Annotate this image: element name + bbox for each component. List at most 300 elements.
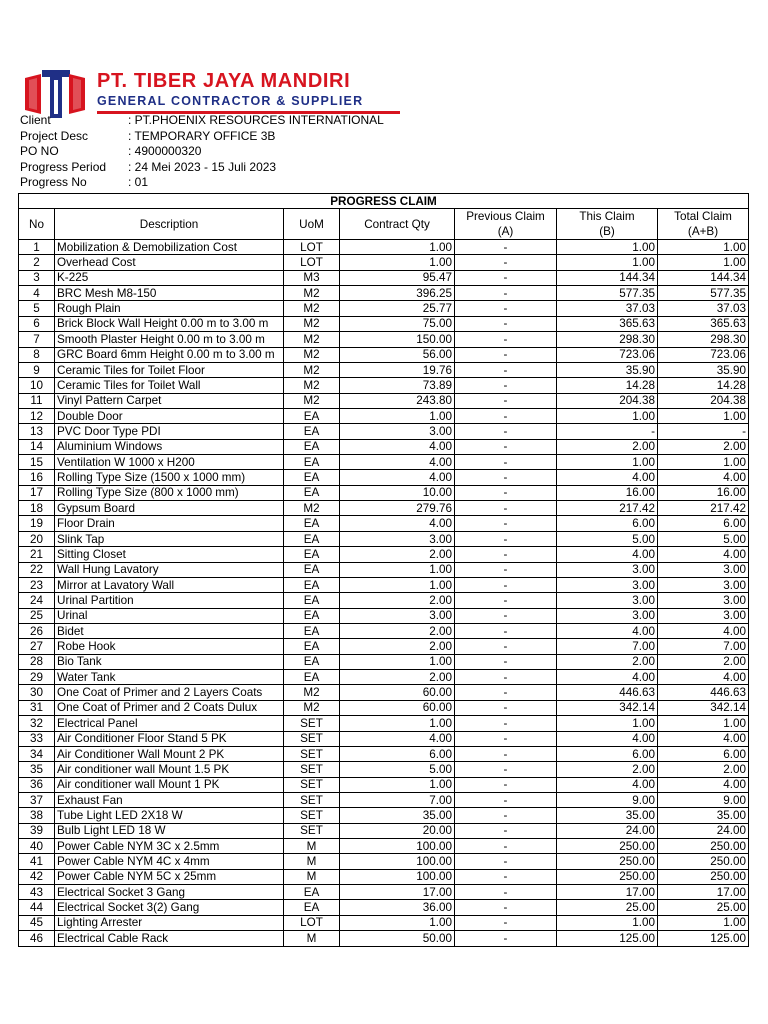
cell-contract-qty: 6.00 <box>340 746 455 761</box>
cell-this-claim: 1.00 <box>557 915 658 930</box>
table-row <box>19 485 749 500</box>
cell-previous-claim: - <box>455 378 557 393</box>
cell-no: 18 <box>19 501 55 516</box>
cell-description: Floor Drain <box>55 516 284 531</box>
cell-total-claim: 4.00 <box>658 623 749 638</box>
cell-this-claim: 5.00 <box>557 531 658 546</box>
table-row <box>19 623 749 638</box>
cell-uom: SET <box>284 731 340 746</box>
cell-uom: EA <box>284 670 340 685</box>
table-row <box>19 762 749 777</box>
cell-contract-qty: 73.89 <box>340 378 455 393</box>
cell-description: Tube Light LED 2X18 W <box>55 808 284 823</box>
cell-description: Electrical Socket 3(2) Gang <box>55 900 284 915</box>
cell-total-claim: 298.30 <box>658 332 749 347</box>
cell-this-claim: 446.63 <box>557 685 658 700</box>
col-header-contract-qty: Contract Qty <box>340 209 455 240</box>
cell-this-claim: 35.00 <box>557 808 658 823</box>
cell-previous-claim: - <box>455 531 557 546</box>
cell-contract-qty: 75.00 <box>340 316 455 331</box>
cell-uom: EA <box>284 639 340 654</box>
info-row-progress-period <box>20 160 384 176</box>
cell-uom: M2 <box>284 378 340 393</box>
cell-no: 13 <box>19 424 55 439</box>
cell-contract-qty: 60.00 <box>340 700 455 715</box>
cell-no: 7 <box>19 332 55 347</box>
cell-uom: EA <box>284 593 340 608</box>
cell-no: 28 <box>19 654 55 669</box>
table-row <box>19 362 749 377</box>
cell-contract-qty: 396.25 <box>340 286 455 301</box>
cell-previous-claim: - <box>455 792 557 807</box>
cell-description: Rolling Type Size (1500 x 1000 mm) <box>55 470 284 485</box>
info-value: : PT.PHOENIX RESOURCES INTERNATIONAL <box>128 113 384 129</box>
cell-no: 39 <box>19 823 55 838</box>
company-name: PT. TIBER JAYA MANDIRI <box>97 70 351 92</box>
cell-no: 5 <box>19 301 55 316</box>
table-row <box>19 378 749 393</box>
cell-no: 43 <box>19 885 55 900</box>
cell-no: 24 <box>19 593 55 608</box>
cell-this-claim: 4.00 <box>557 777 658 792</box>
info-label: Progress No <box>20 175 87 189</box>
cell-description: Robe Hook <box>55 639 284 654</box>
cell-no: 35 <box>19 762 55 777</box>
table-row <box>19 547 749 562</box>
table-row <box>19 639 749 654</box>
cell-total-claim: 365.63 <box>658 316 749 331</box>
cell-contract-qty: 50.00 <box>340 931 455 946</box>
cell-uom: EA <box>284 516 340 531</box>
table-row <box>19 593 749 608</box>
cell-uom: M <box>284 854 340 869</box>
cell-this-claim: 7.00 <box>557 639 658 654</box>
table-row <box>19 240 749 255</box>
cell-contract-qty: 100.00 <box>340 854 455 869</box>
cell-contract-qty: 1.00 <box>340 408 455 423</box>
cell-this-claim: 3.00 <box>557 593 658 608</box>
company-subtitle: GENERAL CONTRACTOR & SUPPLIER <box>97 94 364 108</box>
cell-this-claim: 1.00 <box>557 716 658 731</box>
cell-this-claim: 250.00 <box>557 869 658 884</box>
cell-contract-qty: 1.00 <box>340 915 455 930</box>
cell-total-claim: 5.00 <box>658 531 749 546</box>
cell-this-claim: 365.63 <box>557 316 658 331</box>
cell-description: Electrical Cable Rack <box>55 931 284 946</box>
cell-previous-claim: - <box>455 316 557 331</box>
cell-previous-claim: - <box>455 685 557 700</box>
cell-previous-claim: - <box>455 885 557 900</box>
cell-contract-qty: 1.00 <box>340 777 455 792</box>
cell-no: 10 <box>19 378 55 393</box>
cell-contract-qty: 1.00 <box>340 654 455 669</box>
cell-no: 34 <box>19 746 55 761</box>
cell-contract-qty: 7.00 <box>340 792 455 807</box>
cell-contract-qty: 2.00 <box>340 670 455 685</box>
cell-uom: SET <box>284 823 340 838</box>
table-row <box>19 332 749 347</box>
cell-this-claim: 25.00 <box>557 900 658 915</box>
cell-no: 37 <box>19 792 55 807</box>
cell-total-claim: 7.00 <box>658 639 749 654</box>
cell-previous-claim: - <box>455 547 557 562</box>
cell-previous-claim: - <box>455 731 557 746</box>
cell-contract-qty: 3.00 <box>340 531 455 546</box>
info-value: : 01 <box>128 175 148 191</box>
cell-total-claim: 250.00 <box>658 854 749 869</box>
cell-no: 33 <box>19 731 55 746</box>
cell-total-claim: 35.00 <box>658 808 749 823</box>
cell-uom: M2 <box>284 501 340 516</box>
previous-claim-label: Previous Claim <box>466 210 545 223</box>
cell-total-claim: 1.00 <box>658 240 749 255</box>
cell-contract-qty: 25.77 <box>340 301 455 316</box>
cell-no: 1 <box>19 240 55 255</box>
cell-total-claim: 4.00 <box>658 731 749 746</box>
table-row <box>19 270 749 285</box>
cell-total-claim: 3.00 <box>658 593 749 608</box>
cell-total-claim: 446.63 <box>658 685 749 700</box>
cell-this-claim: 1.00 <box>557 408 658 423</box>
cell-uom: SET <box>284 746 340 761</box>
cell-previous-claim: - <box>455 777 557 792</box>
col-header-uom: UoM <box>284 209 340 240</box>
cell-total-claim: 3.00 <box>658 562 749 577</box>
cell-previous-claim: - <box>455 562 557 577</box>
cell-total-claim: 9.00 <box>658 792 749 807</box>
cell-previous-claim: - <box>455 869 557 884</box>
cell-total-claim: 204.38 <box>658 393 749 408</box>
table-row <box>19 915 749 930</box>
cell-previous-claim: - <box>455 716 557 731</box>
cell-uom: EA <box>284 455 340 470</box>
table-row <box>19 854 749 869</box>
cell-previous-claim: - <box>455 270 557 285</box>
cell-description: Air conditioner wall Mount 1 PK <box>55 777 284 792</box>
cell-previous-claim: - <box>455 746 557 761</box>
cell-this-claim: 125.00 <box>557 931 658 946</box>
cell-contract-qty: 3.00 <box>340 608 455 623</box>
cell-total-claim: 2.00 <box>658 654 749 669</box>
cell-total-claim: 217.42 <box>658 501 749 516</box>
cell-no: 16 <box>19 470 55 485</box>
cell-contract-qty: 2.00 <box>340 547 455 562</box>
cell-uom: M2 <box>284 347 340 362</box>
cell-previous-claim: - <box>455 623 557 638</box>
cell-total-claim: 4.00 <box>658 670 749 685</box>
cell-contract-qty: 4.00 <box>340 455 455 470</box>
cell-no: 23 <box>19 577 55 592</box>
cell-total-claim: 6.00 <box>658 746 749 761</box>
cell-this-claim: 723.06 <box>557 347 658 362</box>
cell-description: Exhaust Fan <box>55 792 284 807</box>
cell-total-claim: - <box>658 424 749 439</box>
cell-this-claim: 4.00 <box>557 547 658 562</box>
cell-this-claim: 3.00 <box>557 562 658 577</box>
cell-total-claim: 723.06 <box>658 347 749 362</box>
cell-contract-qty: 4.00 <box>340 516 455 531</box>
cell-previous-claim: - <box>455 639 557 654</box>
cell-total-claim: 16.00 <box>658 485 749 500</box>
cell-this-claim: 3.00 <box>557 608 658 623</box>
table-row <box>19 301 749 316</box>
info-value: : 24 Mei 2023 - 15 Juli 2023 <box>128 160 276 176</box>
table-row <box>19 393 749 408</box>
cell-contract-qty: 100.00 <box>340 839 455 854</box>
cell-no: 38 <box>19 808 55 823</box>
info-label: Project Desc <box>20 128 89 143</box>
cell-total-claim: 1.00 <box>658 455 749 470</box>
cell-uom: EA <box>284 424 340 439</box>
cell-uom: EA <box>284 623 340 638</box>
cell-this-claim: 9.00 <box>557 792 658 807</box>
cell-this-claim: 1.00 <box>557 240 658 255</box>
info-row-project-desc <box>20 129 384 145</box>
cell-contract-qty: 4.00 <box>340 470 455 485</box>
cell-total-claim: 25.00 <box>658 900 749 915</box>
cell-no: 41 <box>19 854 55 869</box>
info-label: PO NO <box>20 144 59 158</box>
cell-description: One Coat of Primer and 2 Coats Dulux <box>55 700 284 715</box>
cell-total-claim: 250.00 <box>658 839 749 854</box>
table-row <box>19 931 749 946</box>
cell-description: Vinyl Pattern Carpet <box>55 393 284 408</box>
cell-description: One Coat of Primer and 2 Layers Coats <box>55 685 284 700</box>
cell-total-claim: 2.00 <box>658 762 749 777</box>
cell-total-claim: 17.00 <box>658 885 749 900</box>
cell-contract-qty: 243.80 <box>340 393 455 408</box>
cell-previous-claim: - <box>455 915 557 930</box>
cell-description: Air Conditioner Wall Mount 2 PK <box>55 746 284 761</box>
col-header-previous-claim <box>455 209 557 240</box>
cell-uom: EA <box>284 562 340 577</box>
cell-no: 42 <box>19 869 55 884</box>
cell-this-claim: 1.00 <box>557 255 658 270</box>
cell-description: Mirror at Lavatory Wall <box>55 577 284 592</box>
table-row <box>19 577 749 592</box>
table-row <box>19 685 749 700</box>
table-title: PROGRESS CLAIM <box>19 194 749 209</box>
cell-description: Power Cable NYM 4C x 4mm <box>55 854 284 869</box>
info-label: Client <box>20 113 51 127</box>
cell-description: Rolling Type Size (800 x 1000 mm) <box>55 485 284 500</box>
cell-description: Sitting Closet <box>55 547 284 562</box>
cell-this-claim: 2.00 <box>557 762 658 777</box>
cell-this-claim: 16.00 <box>557 485 658 500</box>
previous-claim-sub: (A) <box>497 225 514 238</box>
cell-contract-qty: 95.47 <box>340 270 455 285</box>
table-row <box>19 424 749 439</box>
cell-description: Electrical Panel <box>55 716 284 731</box>
cell-description: Lighting Arrester <box>55 915 284 930</box>
cell-no: 21 <box>19 547 55 562</box>
table-row <box>19 286 749 301</box>
cell-contract-qty: 279.76 <box>340 501 455 516</box>
cell-total-claim: 4.00 <box>658 470 749 485</box>
cell-no: 4 <box>19 286 55 301</box>
cell-total-claim: 4.00 <box>658 777 749 792</box>
cell-uom: M2 <box>284 362 340 377</box>
table-body <box>19 240 749 947</box>
cell-previous-claim: - <box>455 854 557 869</box>
cell-contract-qty: 100.00 <box>340 869 455 884</box>
cell-contract-qty: 56.00 <box>340 347 455 362</box>
cell-uom: EA <box>284 547 340 562</box>
cell-no: 15 <box>19 455 55 470</box>
cell-contract-qty: 20.00 <box>340 823 455 838</box>
cell-previous-claim: - <box>455 808 557 823</box>
cell-no: 32 <box>19 716 55 731</box>
info-row-progress-no <box>20 175 384 191</box>
this-claim-sub: (B) <box>599 225 615 238</box>
cell-this-claim: 35.90 <box>557 362 658 377</box>
cell-previous-claim: - <box>455 762 557 777</box>
cell-this-claim: 1.00 <box>557 455 658 470</box>
table-row <box>19 455 749 470</box>
cell-contract-qty: 2.00 <box>340 623 455 638</box>
info-value: : TEMPORARY OFFICE 3B <box>128 129 275 145</box>
cell-total-claim: 35.90 <box>658 362 749 377</box>
cell-this-claim: 577.35 <box>557 286 658 301</box>
cell-no: 31 <box>19 700 55 715</box>
col-header-no: No <box>19 209 55 240</box>
cell-description: Mobilization & Demobilization Cost <box>55 240 284 255</box>
cell-total-claim: 1.00 <box>658 408 749 423</box>
table-row <box>19 869 749 884</box>
cell-description: GRC Board 6mm Height 0.00 m to 3.00 m <box>55 347 284 362</box>
cell-this-claim: 2.00 <box>557 439 658 454</box>
cell-uom: M <box>284 931 340 946</box>
cell-contract-qty: 1.00 <box>340 577 455 592</box>
cell-previous-claim: - <box>455 501 557 516</box>
cell-this-claim: 342.14 <box>557 700 658 715</box>
cell-previous-claim: - <box>455 255 557 270</box>
cell-contract-qty: 35.00 <box>340 808 455 823</box>
cell-total-claim: 2.00 <box>658 439 749 454</box>
cell-description: Urinal Partition <box>55 593 284 608</box>
cell-no: 36 <box>19 777 55 792</box>
cell-previous-claim: - <box>455 931 557 946</box>
table-row <box>19 470 749 485</box>
cell-contract-qty: 60.00 <box>340 685 455 700</box>
cell-this-claim: 37.03 <box>557 301 658 316</box>
cell-this-claim: 144.34 <box>557 270 658 285</box>
cell-uom: EA <box>284 885 340 900</box>
cell-total-claim: 577.35 <box>658 286 749 301</box>
progress-claim-table <box>18 193 749 947</box>
cell-this-claim: 217.42 <box>557 501 658 516</box>
project-info <box>20 113 384 191</box>
cell-total-claim: 1.00 <box>658 716 749 731</box>
cell-total-claim: 1.00 <box>658 255 749 270</box>
cell-uom: EA <box>284 531 340 546</box>
table-row <box>19 823 749 838</box>
cell-this-claim: 6.00 <box>557 516 658 531</box>
info-label: Progress Period <box>20 159 107 174</box>
cell-uom: M <box>284 869 340 884</box>
cell-previous-claim: - <box>455 839 557 854</box>
cell-this-claim: 14.28 <box>557 378 658 393</box>
cell-contract-qty: 4.00 <box>340 439 455 454</box>
cell-no: 2 <box>19 255 55 270</box>
table-row <box>19 900 749 915</box>
cell-this-claim: 2.00 <box>557 654 658 669</box>
cell-this-claim: 24.00 <box>557 823 658 838</box>
cell-no: 19 <box>19 516 55 531</box>
cell-previous-claim: - <box>455 700 557 715</box>
cell-no: 22 <box>19 562 55 577</box>
cell-previous-claim: - <box>455 424 557 439</box>
cell-contract-qty: 3.00 <box>340 424 455 439</box>
cell-description: Aluminium Windows <box>55 439 284 454</box>
table-row <box>19 347 749 362</box>
cell-uom: SET <box>284 716 340 731</box>
cell-uom: M <box>284 839 340 854</box>
cell-no: 14 <box>19 439 55 454</box>
cell-this-claim: 4.00 <box>557 470 658 485</box>
cell-previous-claim: - <box>455 577 557 592</box>
cell-previous-claim: - <box>455 608 557 623</box>
cell-uom: M2 <box>284 286 340 301</box>
cell-no: 25 <box>19 608 55 623</box>
cell-description: Air conditioner wall Mount 1.5 PK <box>55 762 284 777</box>
cell-previous-claim: - <box>455 393 557 408</box>
cell-this-claim: 250.00 <box>557 839 658 854</box>
cell-uom: LOT <box>284 255 340 270</box>
table-row <box>19 255 749 270</box>
cell-description: Bidet <box>55 623 284 638</box>
table-row <box>19 716 749 731</box>
cell-uom: M2 <box>284 393 340 408</box>
cell-total-claim: 144.34 <box>658 270 749 285</box>
cell-contract-qty: 4.00 <box>340 731 455 746</box>
cell-description: Gypsum Board <box>55 501 284 516</box>
cell-no: 26 <box>19 623 55 638</box>
cell-uom: LOT <box>284 915 340 930</box>
cell-previous-claim: - <box>455 654 557 669</box>
cell-no: 8 <box>19 347 55 362</box>
table-row <box>19 608 749 623</box>
cell-this-claim: - <box>557 424 658 439</box>
cell-description: Water Tank <box>55 670 284 685</box>
cell-total-claim: 37.03 <box>658 301 749 316</box>
cell-previous-claim: - <box>455 593 557 608</box>
cell-no: 30 <box>19 685 55 700</box>
cell-contract-qty: 19.76 <box>340 362 455 377</box>
cell-previous-claim: - <box>455 485 557 500</box>
cell-description: K-225 <box>55 270 284 285</box>
cell-this-claim: 4.00 <box>557 670 658 685</box>
cell-contract-qty: 10.00 <box>340 485 455 500</box>
cell-uom: EA <box>284 608 340 623</box>
table-row <box>19 316 749 331</box>
cell-contract-qty: 1.00 <box>340 562 455 577</box>
cell-uom: EA <box>284 408 340 423</box>
cell-description: Slink Tap <box>55 531 284 546</box>
cell-total-claim: 24.00 <box>658 823 749 838</box>
cell-previous-claim: - <box>455 455 557 470</box>
table-row <box>19 746 749 761</box>
cell-previous-claim: - <box>455 516 557 531</box>
cell-previous-claim: - <box>455 347 557 362</box>
col-header-description: Description <box>55 209 284 240</box>
col-header-total-claim <box>658 209 749 240</box>
cell-this-claim: 4.00 <box>557 623 658 638</box>
cell-no: 17 <box>19 485 55 500</box>
cell-previous-claim: - <box>455 439 557 454</box>
cell-contract-qty: 150.00 <box>340 332 455 347</box>
cell-no: 29 <box>19 670 55 685</box>
